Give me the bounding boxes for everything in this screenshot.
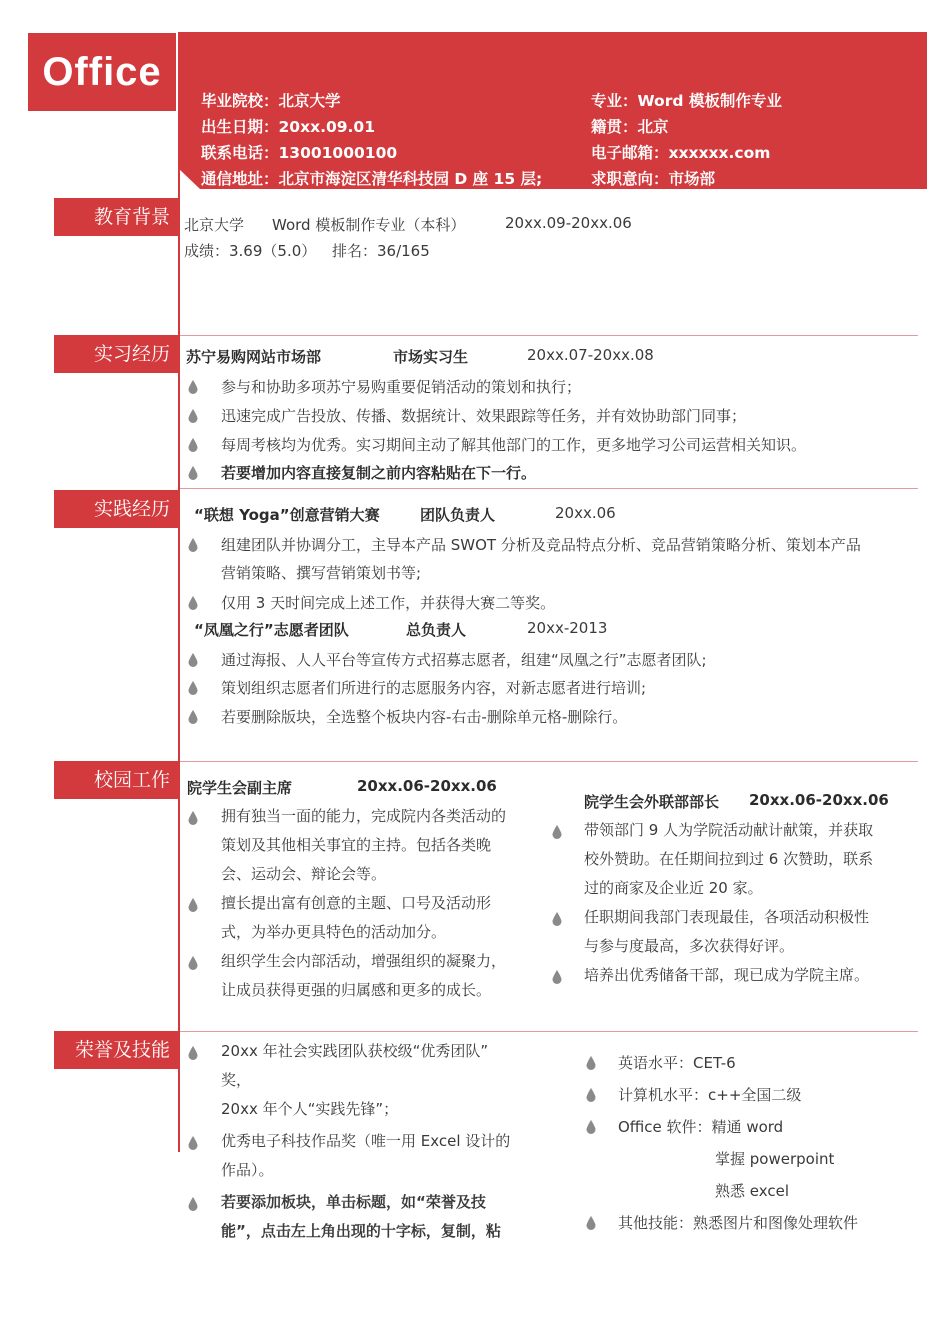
campus-left-item-line: 式，为举办更具特色的活动加分。 bbox=[221, 923, 447, 941]
campus-left-item bbox=[221, 947, 506, 1005]
practice-project-period: 20xx-2013 bbox=[527, 619, 608, 637]
campus-right-item bbox=[584, 816, 873, 903]
honors-left-item-line: 优秀电子科技作品奖（唯一用 Excel 设计的 bbox=[221, 1132, 511, 1150]
practice-item: 营销策略、撰写营销策划书等; bbox=[221, 564, 422, 582]
campus-left-item bbox=[221, 889, 491, 947]
timeline-spine bbox=[178, 32, 180, 1152]
section-title-internship[interactable]: 实习经历 bbox=[54, 335, 178, 373]
bullet-drop-icon bbox=[187, 897, 199, 913]
bullet-drop-icon bbox=[551, 824, 563, 840]
practice-item: 策划组织志愿者们所进行的志愿服务内容，对新志愿者进行培训; bbox=[221, 679, 647, 697]
practice-item: 组建团队并协调分工，主导本产品 SWOT 分析及竞品特点分析、竞品营销策略分析、策划本产品 bbox=[221, 536, 861, 554]
honors-left-item bbox=[221, 1127, 510, 1185]
campus-left-item-line: 擅长提出富有创意的主题、口号及活动形 bbox=[221, 894, 492, 912]
practice-item: 通过海报、人人平台等宣传方式招募志愿者，组建“凤凰之行”志愿者团队; bbox=[221, 651, 707, 669]
bullet-drop-icon bbox=[187, 379, 199, 395]
campus-left-item bbox=[221, 802, 506, 889]
campus-right-role: 院学生会外联部部长 bbox=[584, 793, 720, 811]
education-score: 成绩：3.69（5.0） bbox=[184, 242, 317, 260]
section-divider bbox=[180, 761, 918, 762]
header-email: 电子邮箱：xxxxxx.com bbox=[591, 144, 771, 162]
bullet-drop-icon bbox=[187, 1045, 199, 1061]
skill-office-powerpoint: 掌握 powerpoint bbox=[715, 1150, 835, 1168]
internship-item: 每周考核均为优秀。实习期间主动了解其他部门的工作，更多地学习公司运营相关知识。 bbox=[221, 436, 807, 454]
internship-period: 20xx.07-20xx.08 bbox=[527, 346, 654, 364]
education-major: Word 模板制作专业（本科） bbox=[272, 216, 466, 234]
bullet-drop-icon bbox=[187, 652, 199, 668]
bullet-drop-icon bbox=[585, 1215, 597, 1231]
internship-item: 若要增加内容直接复制之前内容粘贴在下一行。 bbox=[221, 464, 537, 482]
campus-left-item-line: 组织学生会内部活动，增强组织的凝聚力， bbox=[221, 952, 507, 970]
skill-office-excel: 熟悉 excel bbox=[715, 1182, 789, 1200]
campus-right-item bbox=[584, 961, 869, 990]
practice-item: 仅用 3 天时间完成上述工作，并获得大赛二等奖。 bbox=[221, 594, 556, 612]
bullet-drop-icon bbox=[187, 709, 199, 725]
section-title-education[interactable]: 教育背景 bbox=[54, 198, 178, 236]
honors-left-item bbox=[221, 1037, 488, 1124]
practice-project-role: 总负责人 bbox=[406, 621, 467, 639]
bullet-drop-icon bbox=[551, 969, 563, 985]
practice-project-name: “凤凰之行”志愿者团队 bbox=[194, 621, 349, 639]
header-phone: 联系电话：13001000100 bbox=[201, 144, 398, 162]
campus-left-role: 院学生会副主席 bbox=[187, 779, 293, 797]
honors-left-item-line: 若要添加板块，单击标题，如“荣誉及技 bbox=[221, 1193, 486, 1211]
skill-english: 英语水平：CET-6 bbox=[618, 1054, 736, 1072]
campus-right-item-line: 培养出优秀储备干部，现已成为学院主席。 bbox=[584, 966, 870, 984]
honors-left-item-line: 20xx 年个人“实践先锋”； bbox=[221, 1100, 399, 1118]
bullet-drop-icon bbox=[585, 1119, 597, 1135]
practice-project-role: 团队负责人 bbox=[420, 506, 496, 524]
internship-company: 苏宁易购网站市场部 bbox=[186, 348, 322, 366]
campus-right-item-line: 与参与度最高，多次获得好评。 bbox=[584, 937, 795, 955]
honors-left-item-line: 20xx 年社会实践团队获校级“优秀团队” bbox=[221, 1042, 489, 1060]
bullet-drop-icon bbox=[187, 1135, 199, 1151]
bullet-drop-icon bbox=[187, 537, 199, 553]
honors-left-item-line: 奖， bbox=[221, 1071, 252, 1089]
internship-item: 参与和协助多项苏宁易购重要促销活动的策划和执行； bbox=[221, 378, 582, 396]
bullet-drop-icon bbox=[187, 955, 199, 971]
campus-right-item-line: 过的商家及企业近 20 家。 bbox=[584, 879, 763, 897]
honors-left-item-line: 作品）。 bbox=[221, 1161, 274, 1179]
skill-computer: 计算机水平：c++全国二级 bbox=[618, 1086, 802, 1104]
campus-left-item-line: 让成员获得更强的归属感和更多的成长。 bbox=[221, 981, 492, 999]
skill-other: 其他技能：熟悉图片和图像处理软件 bbox=[618, 1214, 859, 1232]
campus-right-item bbox=[584, 903, 869, 961]
header-corner bbox=[178, 168, 200, 189]
campus-left-item-line: 会、运动会、辩论会等。 bbox=[221, 865, 387, 883]
bullet-drop-icon bbox=[187, 810, 199, 826]
bullet-drop-icon bbox=[187, 1196, 199, 1212]
bullet-drop-icon bbox=[551, 911, 563, 927]
practice-project-period: 20xx.06 bbox=[555, 504, 616, 522]
section-divider bbox=[180, 335, 918, 336]
internship-item: 迅速完成广告投放、传播、数据统计、效果跟踪等任务，并有效协助部门同事； bbox=[221, 407, 747, 425]
bullet-drop-icon bbox=[187, 595, 199, 611]
bullet-drop-icon bbox=[187, 680, 199, 696]
practice-item: 若要删除版块，全选整个板块内容-右击-删除单元格-删除行。 bbox=[221, 708, 628, 726]
section-title-honors[interactable]: 荣誉及技能 bbox=[54, 1031, 178, 1069]
header-intention: 求职意向：市场部 bbox=[591, 170, 716, 188]
skill-office: Office 软件：精通 word bbox=[618, 1118, 784, 1136]
section-divider bbox=[180, 488, 918, 489]
section-title-campus[interactable]: 校园工作 bbox=[54, 761, 178, 799]
campus-right-period: 20xx.06-20xx.06 bbox=[749, 791, 889, 809]
header-major: 专业：Word 模板制作专业 bbox=[591, 92, 782, 110]
campus-left-item-line: 拥有独当一面的能力，完成院内各类活动的 bbox=[221, 807, 507, 825]
bullet-drop-icon bbox=[585, 1055, 597, 1071]
bullet-drop-icon bbox=[585, 1087, 597, 1103]
bullet-drop-icon bbox=[187, 408, 199, 424]
section-divider bbox=[180, 1031, 918, 1032]
internship-role: 市场实习生 bbox=[393, 348, 469, 366]
section-title-practice[interactable]: 实践经历 bbox=[54, 490, 178, 528]
campus-left-item-line: 策划及其他相关事宜的主持。包括各类晚 bbox=[221, 836, 492, 854]
education-period: 20xx.09-20xx.06 bbox=[505, 214, 632, 232]
bullet-drop-icon bbox=[187, 437, 199, 453]
campus-right-item-line: 校外赞助。在任期间拉到过 6 次赞助，联系 bbox=[584, 850, 874, 868]
education-school: 北京大学 bbox=[184, 216, 245, 234]
bullet-drop-icon bbox=[187, 465, 199, 481]
campus-right-item-line: 带领部门 9 人为学院活动献计献策，并获取 bbox=[584, 821, 874, 839]
practice-project-name: “联想 Yoga”创意营销大赛 bbox=[194, 506, 380, 524]
honors-left-item bbox=[221, 1188, 501, 1246]
campus-right-item-line: 任职期间我部门表现最佳，各项活动积极性 bbox=[584, 908, 870, 926]
header-birth: 出生日期：20xx.09.01 bbox=[201, 118, 375, 136]
header-address: 通信地址：北京市海淀区清华科技园 D 座 15 层; bbox=[201, 170, 543, 188]
header-school: 毕业院校：北京大学 bbox=[201, 92, 341, 110]
campus-left-period: 20xx.06-20xx.06 bbox=[357, 777, 497, 795]
honors-left-item-line: 能”，点击左上角出现的十字标，复制，粘 bbox=[221, 1222, 501, 1240]
education-rank: 排名：36/165 bbox=[332, 242, 430, 260]
logo: Office bbox=[28, 33, 176, 111]
header-hometown: 籍贯：北京 bbox=[591, 118, 669, 136]
